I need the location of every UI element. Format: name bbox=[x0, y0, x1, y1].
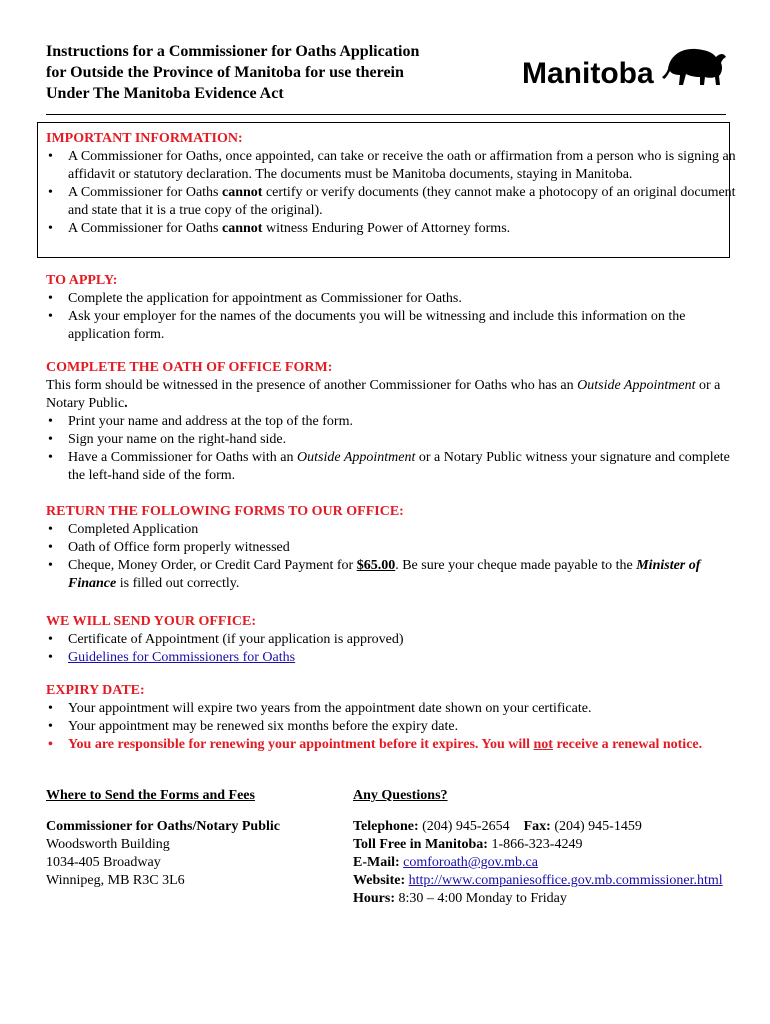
office-name: Commissioner for Oaths/Notary Public bbox=[46, 819, 280, 834]
list-item: • A Commissioner for Oaths cannot certify or verify documents (they cannot make a photocopy of an original document and state that it is a true copy of the original). bbox=[46, 184, 736, 220]
return-list bbox=[46, 521, 736, 593]
return-heading: RETURN THE FOLLOWING FORMS TO OUR OFFICE: bbox=[46, 504, 404, 519]
manitoba-logo bbox=[520, 43, 730, 95]
list-item: • You are responsible for renewing your appointment before it expires. You will not receive a renewal notice. bbox=[46, 736, 736, 754]
email-link[interactable]: comforoath@gov.mb.ca bbox=[403, 855, 538, 870]
address-line-2: 1034-405 Broadway bbox=[46, 855, 161, 870]
send-list bbox=[46, 631, 736, 667]
where-heading: Where to Send the Forms and Fees bbox=[46, 788, 255, 803]
website-link[interactable]: http://www.companiesoffice.gov.mb.commissioner.html bbox=[408, 873, 723, 888]
list-item: • Cheque, Money Order, or Credit Card Payment for $65.00. Be sure your cheque made payable to the Minister of Finance is filled out correctly. bbox=[46, 557, 736, 593]
expiry-list bbox=[46, 700, 736, 754]
important-heading: IMPORTANT INFORMATION: bbox=[46, 131, 243, 146]
oath-list bbox=[46, 413, 736, 485]
page-title bbox=[46, 41, 516, 104]
oath-heading: COMPLETE THE OATH OF OFFICE FORM: bbox=[46, 360, 333, 375]
list-item: • Ask your employer for the names of the documents you will be witnessing and include this information on the application form. bbox=[46, 308, 736, 344]
hours-line: Hours: 8:30 – 4:00 Monday to Friday bbox=[353, 891, 567, 906]
list-item: • Complete the application for appointment as Commissioner for Oaths. bbox=[46, 290, 736, 308]
where-to-send bbox=[46, 787, 346, 890]
logo-wordmark: Manitoba bbox=[522, 57, 654, 90]
title-line-3: Under The Manitoba Evidence Act bbox=[46, 85, 284, 102]
send-heading: WE WILL SEND YOUR OFFICE: bbox=[46, 614, 257, 629]
list-item: • A Commissioner for Oaths cannot witness Enduring Power of Attorney forms. bbox=[46, 220, 736, 238]
important-section bbox=[46, 130, 736, 238]
list-item: • Print your name and address at the top of the form. bbox=[46, 413, 736, 431]
list-item: • A Commissioner for Oaths, once appointed, can take or receive the oath or affirmation from a person who is signing an affidavit or statutory declaration. The documents must be Manitoba documents, staying in Manitoba. bbox=[46, 148, 736, 184]
apply-list bbox=[46, 290, 736, 344]
oath-section bbox=[46, 359, 736, 485]
address-line-1: Woodsworth Building bbox=[46, 837, 170, 852]
questions-heading: Any Questions? bbox=[353, 788, 448, 803]
toll-free-line: Toll Free in Manitoba: 1-866-323-4249 bbox=[353, 837, 583, 852]
header-divider bbox=[46, 114, 726, 115]
important-list bbox=[46, 148, 736, 238]
list-item: • Certificate of Appointment (if your application is approved) bbox=[46, 631, 736, 649]
list-item: • Have a Commissioner for Oaths with an Outside Appointment or a Notary Public witness your signature and complete the left-hand side of the form. bbox=[46, 449, 736, 485]
list-item bbox=[46, 649, 736, 667]
list-item: • Sign your name on the right-hand side. bbox=[46, 431, 736, 449]
fee-amount: $65.00 bbox=[356, 558, 396, 573]
bison-icon bbox=[662, 49, 726, 85]
list-item: • Completed Application bbox=[46, 521, 736, 539]
email-line: E-Mail: comforoath@gov.mb.ca bbox=[353, 855, 538, 870]
return-section bbox=[46, 503, 736, 593]
guidelines-link[interactable]: Guidelines for Commissioners for Oaths bbox=[68, 650, 296, 665]
payee-name: Minister of Finance bbox=[68, 558, 701, 591]
list-item: • Your appointment will expire two years from the appointment date shown on your certificate. bbox=[46, 700, 736, 718]
apply-heading: TO APPLY: bbox=[46, 273, 118, 288]
expiry-heading: EXPIRY DATE: bbox=[46, 683, 145, 698]
title-line-2: for Outside the Province of Manitoba for use therein bbox=[46, 64, 404, 81]
list-item: • Oath of Office form properly witnessed bbox=[46, 539, 736, 557]
website-line: Website: http://www.companiesoffice.gov.mb.commissioner.html bbox=[353, 873, 723, 888]
apply-section bbox=[46, 272, 736, 344]
any-questions bbox=[353, 787, 763, 908]
list-item: • Your appointment may be renewed six months before the expiry date. bbox=[46, 718, 736, 736]
title-line-1: Instructions for a Commissioner for Oaths Application bbox=[46, 43, 420, 60]
oath-intro: This form should be witnessed in the presence of another Commissioner for Oaths who has an Outside Appointment or a Notary Public. bbox=[46, 378, 721, 411]
address-line-3: Winnipeg, MB R3C 3L6 bbox=[46, 873, 185, 888]
telephone-line: Telephone: (204) 945-2654 Fax: (204) 945-1459 bbox=[353, 819, 642, 834]
send-section bbox=[46, 613, 736, 667]
expiry-section bbox=[46, 682, 736, 754]
